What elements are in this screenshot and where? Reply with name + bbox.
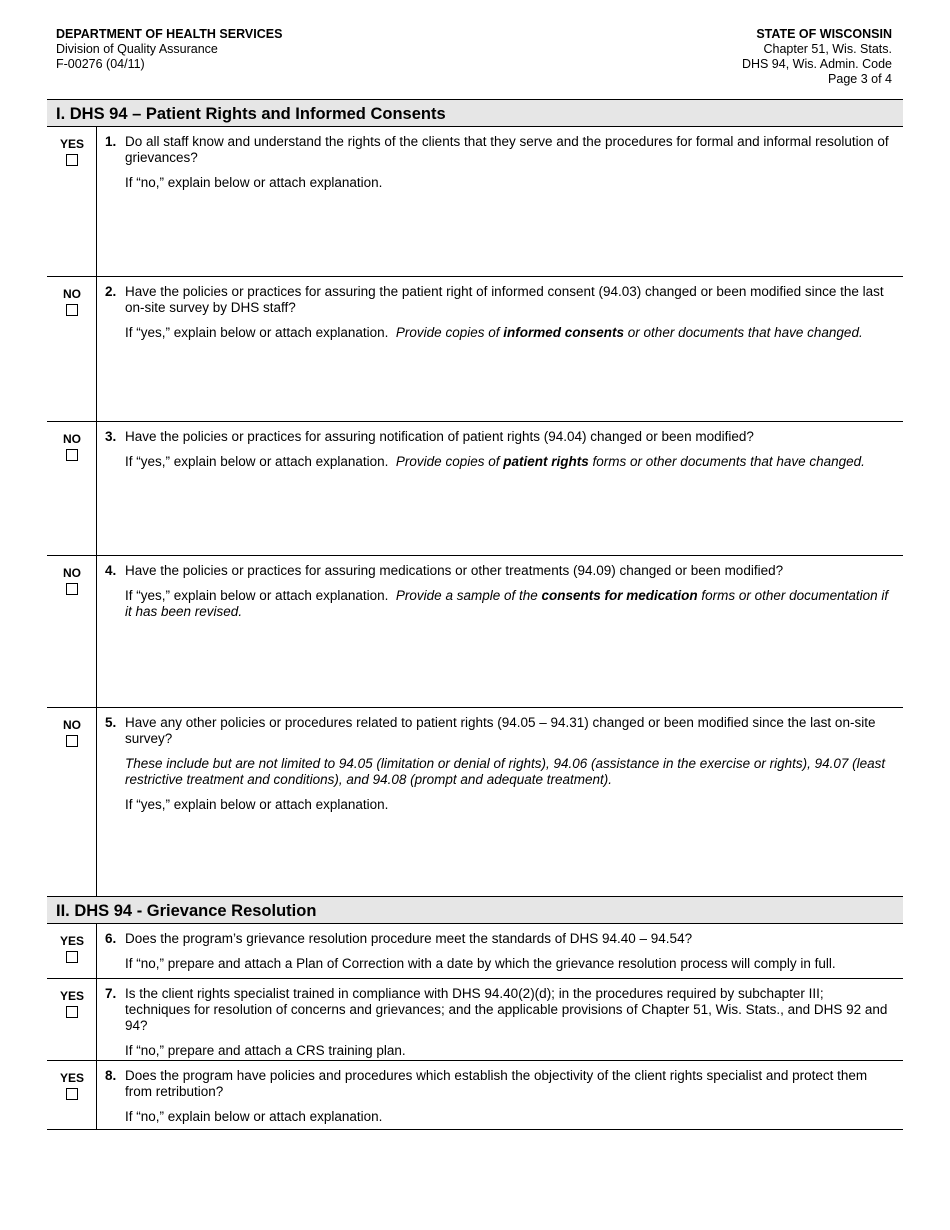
page-number: Page 3 of 4: [828, 72, 892, 86]
checkbox[interactable]: [66, 1088, 78, 1100]
header-left: [56, 27, 282, 72]
question-note: These include but are not limited to 94.05 (limitation or denial of rights), 94.06 (assistance in the exercise or rights), 94.07 (least restrictive treatment and conditions), and 94.08 (prompt and adequate treatment).: [125, 756, 886, 787]
question-cell: [97, 1061, 903, 1129]
question-cell: [97, 556, 903, 707]
question-instruction: If “no,” prepare and attach a Plan of Correction with a date by which the grievance resolution process will comply in full.: [125, 956, 836, 971]
question-cell: [97, 422, 903, 555]
question-number: 2.: [105, 284, 117, 299]
question-instruction: If “no,” prepare and attach a CRS training plan.: [125, 1043, 406, 1058]
question-cell: [97, 127, 903, 276]
question-text: Have the policies or practices for assuring medications or other treatments (94.09) changed or been modified?: [125, 563, 784, 578]
question-number: 8.: [105, 1068, 117, 1083]
question-number: 4.: [105, 563, 117, 578]
response-label: NO: [63, 432, 81, 446]
question-text: Have any other policies or procedures related to patient rights (94.05 – 94.31) changed or been modified since the last on-site survey?: [125, 715, 876, 746]
question-instruction: If “no,” explain below or attach explanation.: [125, 175, 383, 190]
state-name: STATE OF WISCONSIN: [756, 27, 892, 41]
response-cell: [47, 1061, 97, 1129]
question-text: Do all staff know and understand the rights of the clients that they serve and the procedures for formal and informal resolution of grievances?: [125, 134, 889, 165]
question-cell: [97, 708, 903, 896]
instruction-text: If “yes,” explain below or attach explanation.: [125, 454, 389, 469]
question-text: Have the policies or practices for assuring the patient right of informed consent (94.03) changed or been modified since the last on-site survey by DHS staff?: [125, 284, 884, 315]
question-text: Have the policies or practices for assuring notification of patient rights (94.04) changed or been modified?: [125, 429, 754, 444]
instruction-emphasis: Provide copies of: [395, 454, 500, 469]
instruction-emphasis: or other documents that have changed.: [627, 325, 863, 340]
question-row-6: [47, 924, 903, 979]
instruction-emphasis: forms or other documentation if it has been revised.: [125, 588, 889, 619]
question-row-1: [47, 127, 903, 277]
instruction-keyword: patient rights: [503, 454, 589, 469]
response-cell: [47, 924, 97, 978]
question-row-3: [47, 422, 903, 556]
response-cell: [47, 979, 97, 1060]
question-number: 1.: [105, 134, 117, 149]
instruction-emphasis: Provide copies of: [395, 325, 500, 340]
checkbox[interactable]: [66, 154, 78, 166]
question-instruction: [125, 454, 891, 470]
question-row-4: [47, 556, 903, 708]
statute-chapter: Chapter 51, Wis. Stats.: [763, 42, 892, 56]
checkbox[interactable]: [66, 449, 78, 461]
question-instruction: [125, 588, 891, 620]
response-cell: [47, 127, 97, 276]
question-instruction: [125, 325, 891, 341]
checkbox[interactable]: [66, 304, 78, 316]
question-row-2: [47, 277, 903, 422]
question-number: 5.: [105, 715, 117, 730]
response-cell: [47, 556, 97, 707]
section-2-heading: II. DHS 94 - Grievance Resolution: [47, 897, 903, 924]
question-cell: [97, 924, 903, 978]
response-cell: [47, 277, 97, 421]
checkbox[interactable]: [66, 735, 78, 747]
question-cell: [97, 277, 903, 421]
question-number: 3.: [105, 429, 117, 444]
section-1-heading: I. DHS 94 – Patient Rights and Informed Consents: [47, 100, 903, 127]
checkbox[interactable]: [66, 1006, 78, 1018]
question-instruction: If “yes,” explain below or attach explanation.: [125, 797, 389, 812]
form-number: F-00276 (04/11): [56, 57, 145, 71]
response-label: NO: [63, 718, 81, 732]
question-text: Does the program’s grievance resolution procedure meet the standards of DHS 94.40 – 94.54?: [125, 931, 693, 946]
response-cell: [47, 708, 97, 896]
checkbox[interactable]: [66, 951, 78, 963]
response-label: NO: [63, 566, 81, 580]
question-row-7: [47, 979, 903, 1061]
question-instruction: If “no,” explain below or attach explanation.: [125, 1109, 383, 1124]
admin-code: DHS 94, Wis. Admin. Code: [741, 57, 892, 71]
response-label: YES: [59, 934, 84, 948]
question-text: Is the client rights specialist trained in compliance with DHS 94.40(2)(d); in the procedures required by subchapter III; techniques for resolution of concerns and grievances; and the applicable provisions of Chapter 51, Wis. Stats., and DHS 92 and 94?: [125, 986, 888, 1033]
response-label: YES: [59, 989, 84, 1003]
instruction-text: If “yes,” explain below or attach explanation.: [125, 325, 389, 340]
instruction-keyword: informed consents: [503, 325, 625, 340]
instruction-emphasis: forms or other documents that have changed.: [592, 454, 865, 469]
instruction-emphasis: Provide a sample of the: [395, 588, 538, 603]
division-name: Division of Quality Assurance: [56, 42, 218, 56]
question-number: 6.: [105, 931, 117, 946]
checkbox[interactable]: [66, 583, 78, 595]
response-cell: [47, 422, 97, 555]
instruction-keyword: consents for medication: [541, 588, 698, 603]
question-cell: [97, 979, 903, 1060]
question-row-5: [47, 708, 903, 897]
response-label: NO: [63, 287, 81, 301]
question-row-8: [47, 1061, 903, 1130]
department-name: DEPARTMENT OF HEALTH SERVICES: [56, 27, 283, 41]
question-number: 7.: [105, 986, 117, 1001]
instruction-text: If “yes,” explain below or attach explanation.: [125, 588, 389, 603]
header-right: [742, 27, 892, 87]
response-label: YES: [59, 137, 84, 151]
response-label: YES: [59, 1071, 84, 1085]
questionnaire-form: [47, 99, 903, 1130]
question-text: Does the program have policies and procedures which establish the objectivity of the client rights specialist and protect them from retribution?: [125, 1068, 868, 1099]
